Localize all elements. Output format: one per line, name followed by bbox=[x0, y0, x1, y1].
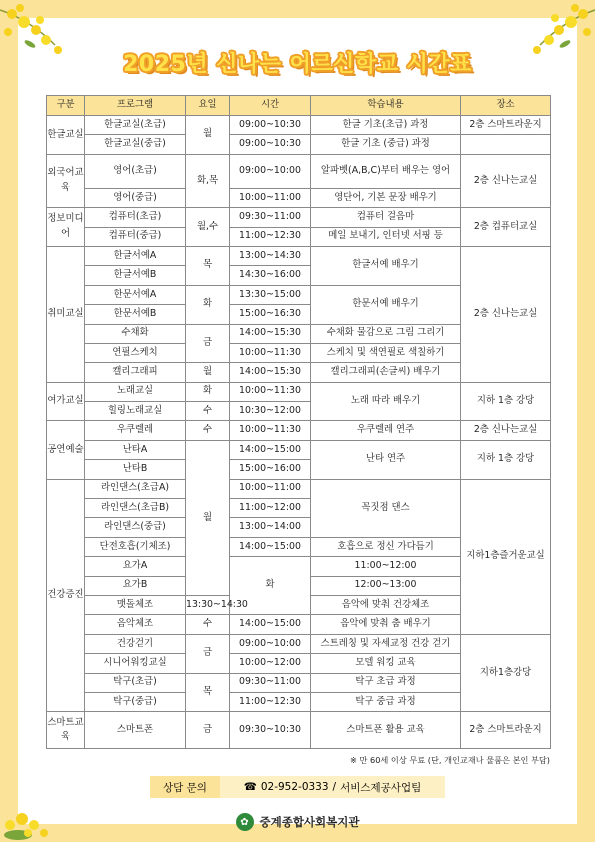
table-row bbox=[47, 479, 551, 498]
time-cell: 09:30~11:00 bbox=[230, 208, 311, 227]
time-cell: 09:30~10:30 bbox=[230, 712, 311, 749]
program-cell: 한글교실(초급) bbox=[85, 116, 186, 135]
time-cell: 14:00~15:30 bbox=[230, 324, 311, 343]
program-cell: 탁구(중급) bbox=[85, 692, 186, 711]
time-cell: 10:30~12:00 bbox=[230, 402, 311, 421]
content-cell: 영단어, 기본 문장 배우기 bbox=[311, 188, 461, 207]
table-row bbox=[47, 116, 551, 135]
header-time: 시간 bbox=[230, 96, 311, 116]
category-cell: 여가교실 bbox=[47, 382, 85, 421]
program-cell: 컴퓨터(초급) bbox=[85, 208, 186, 227]
time-cell: 13:30~14:30 bbox=[186, 595, 230, 614]
day-cell: 수 bbox=[186, 402, 230, 421]
time-cell: 13:00~14:30 bbox=[230, 246, 311, 265]
time-cell: 09:30~11:00 bbox=[230, 673, 311, 692]
day-cell: 화 bbox=[230, 557, 311, 615]
time-cell: 13:30~15:00 bbox=[230, 285, 311, 304]
day-cell: 목 bbox=[186, 673, 230, 712]
program-cell: 난타A bbox=[85, 440, 186, 459]
contact-dept: 서비스제공사업팀 bbox=[340, 781, 422, 794]
program-cell: 스마트폰 bbox=[85, 712, 186, 749]
time-cell: 14:00~15:00 bbox=[230, 615, 311, 634]
program-cell: 라인댄스(중급) bbox=[85, 518, 186, 537]
contact-separator: / bbox=[332, 781, 337, 793]
category-cell: 정보미디어 bbox=[47, 208, 85, 247]
content-cell: 음악에 맞춰 건강체조 bbox=[311, 595, 461, 614]
category-cell: 외국어교육 bbox=[47, 154, 85, 207]
fee-note: ※ 만 60세 이상 무료 (단, 개인교재나 물품은 본인 부담) bbox=[350, 755, 550, 765]
program-cell: 캘리그래피 bbox=[85, 363, 186, 382]
time-cell: 10:00~11:00 bbox=[230, 188, 311, 207]
schedule-table bbox=[46, 95, 551, 749]
program-cell: 영어(중급) bbox=[85, 188, 186, 207]
time-cell: 10:00~11:30 bbox=[230, 343, 311, 362]
footer bbox=[0, 813, 595, 831]
content-cell: 캘리그래피(손글씨) 배우기 bbox=[311, 363, 461, 382]
time-cell: 10:00~11:30 bbox=[230, 421, 311, 440]
day-cell: 금 bbox=[186, 324, 230, 363]
program-cell: 한문서예A bbox=[85, 285, 186, 304]
content-cell: 음악에 맞춰 춤 배우기 bbox=[311, 615, 461, 634]
time-cell: 10:00~11:30 bbox=[230, 382, 311, 401]
table-row bbox=[47, 421, 551, 440]
header-day: 요일 bbox=[186, 96, 230, 116]
header-place: 장소 bbox=[461, 96, 551, 116]
phone-icon: ☎ bbox=[243, 781, 257, 793]
content-cell: 스트레칭 및 자세교정 건강 걷기 bbox=[311, 634, 461, 653]
contact-value bbox=[220, 776, 445, 798]
header-program: 프로그램 bbox=[85, 96, 186, 116]
content-cell: 탁구 초급 과정 bbox=[311, 673, 461, 692]
program-cell: 한문서예B bbox=[85, 305, 186, 324]
program-cell: 난타B bbox=[85, 460, 186, 479]
content-cell: 알파벳(A,B,C)부터 배우는 영어 bbox=[311, 154, 461, 188]
table-row bbox=[47, 712, 551, 749]
program-cell: 컴퓨터(중급) bbox=[85, 227, 186, 246]
content-cell: 한글 기초(초급) 과정 bbox=[311, 116, 461, 135]
content-cell: 한글서예 배우기 bbox=[311, 246, 461, 285]
table-row bbox=[47, 634, 551, 653]
program-cell: 우쿠렐레 bbox=[85, 421, 186, 440]
place-cell: 2층 신나는교실 bbox=[461, 246, 551, 382]
table-row bbox=[47, 135, 551, 154]
category-cell: 취미교실 bbox=[47, 246, 85, 382]
content-cell: 한문서예 배우기 bbox=[311, 285, 461, 324]
header-category: 구분 bbox=[47, 96, 85, 116]
content-cell: 우쿠렐레 연주 bbox=[311, 421, 461, 440]
place-cell-empty bbox=[461, 135, 551, 154]
category-cell: 건강증진 bbox=[47, 479, 85, 712]
time-cell: 09:00~10:00 bbox=[230, 634, 311, 653]
time-cell: 14:30~16:00 bbox=[230, 266, 311, 285]
content-cell: 호흡으로 정신 가다듬기 bbox=[311, 537, 461, 556]
time-cell: 15:00~16:00 bbox=[230, 460, 311, 479]
time-cell: 09:00~10:30 bbox=[230, 116, 311, 135]
content-cell: 탁구 중급 과정 bbox=[311, 692, 461, 711]
program-cell: 수채화 bbox=[85, 324, 186, 343]
day-cell: 월 bbox=[186, 116, 230, 155]
time-cell: 14:00~15:00 bbox=[230, 537, 311, 556]
program-cell: 탁구(초급) bbox=[85, 673, 186, 692]
program-cell: 한글서예B bbox=[85, 266, 186, 285]
time-cell: 14:00~15:30 bbox=[230, 363, 311, 382]
content-cell: 한글 기초 (중급) 과정 bbox=[311, 135, 461, 154]
table-row bbox=[47, 208, 551, 227]
program-cell: 영어(초급) bbox=[85, 154, 186, 188]
day-cell: 수 bbox=[186, 421, 230, 440]
place-cell: 2층 신나는교실 bbox=[461, 154, 551, 207]
table-row bbox=[47, 154, 551, 188]
category-cell: 한글교실 bbox=[47, 116, 85, 155]
table-row bbox=[47, 382, 551, 401]
time-cell: 10:00~12:00 bbox=[230, 654, 311, 673]
content-cell: 꼭짓점 댄스 bbox=[311, 479, 461, 537]
program-cell: 음악체조 bbox=[85, 615, 186, 634]
time-cell: 09:00~10:30 bbox=[230, 135, 311, 154]
program-cell: 한글서예A bbox=[85, 246, 186, 265]
time-cell: 09:00~10:00 bbox=[230, 154, 311, 188]
time-cell: 13:00~14:00 bbox=[230, 518, 311, 537]
category-cell: 공연예술 bbox=[47, 421, 85, 479]
content-cell: 스케치 및 색연필로 색칠하기 bbox=[311, 343, 461, 362]
time-cell: 14:00~15:00 bbox=[230, 440, 311, 459]
program-cell: 라인댄스(초급B) bbox=[85, 499, 186, 518]
content-cell: 컴퓨터 걸음마 bbox=[311, 208, 461, 227]
time-cell: 11:00~12:00 bbox=[311, 557, 461, 576]
contact-box bbox=[150, 776, 445, 798]
time-cell: 11:00~12:30 bbox=[230, 227, 311, 246]
program-cell: 연필스케치 bbox=[85, 343, 186, 362]
program-cell: 한글교실(중급) bbox=[85, 135, 186, 154]
header-content: 학습내용 bbox=[311, 96, 461, 116]
program-cell: 시니어워킹교실 bbox=[85, 654, 186, 673]
place-cell: 지하 1층 강당 bbox=[461, 440, 551, 479]
program-cell: 단전호흡(기체조) bbox=[85, 537, 186, 556]
program-cell: 건강걷기 bbox=[85, 634, 186, 653]
place-cell: 지하1층강당 bbox=[461, 634, 551, 712]
place-cell: 2층 스마트라운지 bbox=[461, 116, 551, 135]
place-cell: 지하 1층 강당 bbox=[461, 382, 551, 421]
day-cell: 수 bbox=[186, 615, 230, 634]
content-cell: 모델 워킹 교육 bbox=[311, 654, 461, 673]
program-cell: 요가A bbox=[85, 557, 186, 576]
day-cell: 월,수 bbox=[186, 208, 230, 247]
day-cell: 월 bbox=[186, 363, 230, 382]
program-cell: 노래교실 bbox=[85, 382, 186, 401]
program-cell: 힐링노래교실 bbox=[85, 402, 186, 421]
day-cell: 화 bbox=[186, 285, 230, 324]
day-cell: 금 bbox=[186, 712, 230, 749]
place-cell: 2층 스마트라운지 bbox=[461, 712, 551, 749]
day-cell: 화,목 bbox=[186, 154, 230, 207]
day-cell: 목 bbox=[186, 246, 230, 285]
time-cell: 11:00~12:30 bbox=[230, 692, 311, 711]
day-cell: 화 bbox=[186, 382, 230, 401]
organization-name: 중계종합사회복지관 bbox=[259, 815, 360, 829]
time-cell: 15:00~16:30 bbox=[230, 305, 311, 324]
content-cell: 노래 따라 배우기 bbox=[311, 382, 461, 421]
program-cell: 라인댄스(초급A) bbox=[85, 479, 186, 498]
time-cell: 12:00~13:00 bbox=[311, 576, 461, 595]
day-cell: 월 bbox=[186, 440, 230, 595]
content-cell: 난타 연주 bbox=[311, 440, 461, 479]
page-title: 2025년 신나는 어르신학교 시간표 bbox=[123, 52, 472, 77]
day-cell: 금 bbox=[186, 634, 230, 673]
table-header-row bbox=[47, 96, 551, 116]
contact-phone[interactable]: 02-952-0333 bbox=[260, 781, 329, 793]
contact-label: 상담 문의 bbox=[150, 776, 220, 798]
place-cell: 2층 신나는교실 bbox=[461, 421, 551, 440]
time-cell: 11:00~12:00 bbox=[230, 499, 311, 518]
table-row bbox=[47, 440, 551, 459]
program-cell: 맷돌체조 bbox=[85, 595, 186, 614]
content-cell: 스마트폰 활용 교육 bbox=[311, 712, 461, 749]
content-cell: 수채화 물감으로 그림 그리기 bbox=[311, 324, 461, 343]
program-cell: 요가B bbox=[85, 576, 186, 595]
place-cell: 지하1층즐거운교실 bbox=[461, 479, 551, 634]
content-cell: 메일 보내기, 인터넷 서핑 등 bbox=[311, 227, 461, 246]
organization-logo-icon: ✿ bbox=[236, 813, 254, 831]
table-row bbox=[47, 246, 551, 265]
time-cell: 10:00~11:00 bbox=[230, 479, 311, 498]
place-cell: 2층 컴퓨터교실 bbox=[461, 208, 551, 247]
category-cell: 스마트교육 bbox=[47, 712, 85, 749]
